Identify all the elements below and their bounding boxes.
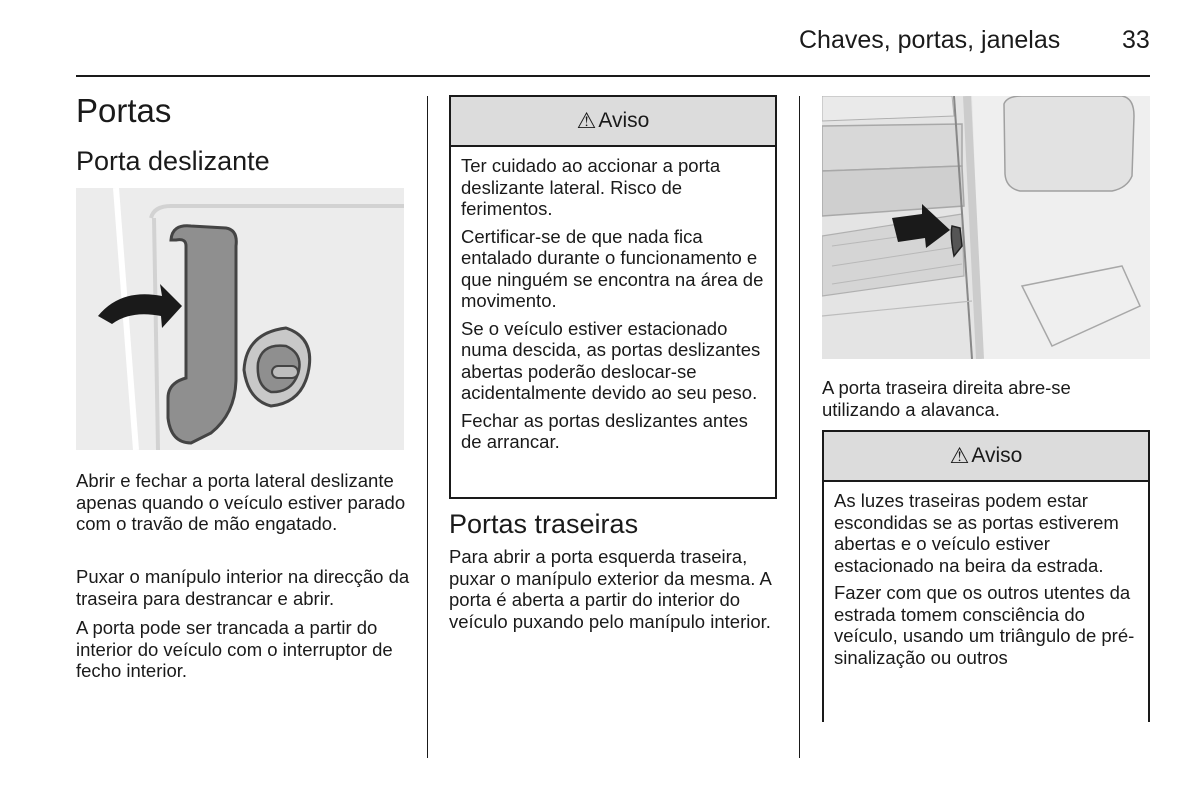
warning-title: Aviso bbox=[598, 109, 650, 132]
sliding-door-handle-illustration bbox=[76, 188, 404, 450]
rear-door-lever-illustration bbox=[822, 96, 1150, 359]
body-paragraph: A porta pode ser trancada a partir do interior do veículo com o interruptor de fecho interior. bbox=[76, 617, 393, 681]
subsection-title-rear-doors: Portas traseiras bbox=[449, 509, 639, 539]
warning-header bbox=[824, 432, 1148, 482]
body-paragraph: Para abrir a porta esquerda traseira, puxar o manípulo exterior da mesma. A porta é aberta a partir do interior do veículo puxando pelo manípulo interior. bbox=[449, 546, 771, 632]
body-paragraph: Abrir e fechar a porta lateral deslizante apenas quando o veículo estiver parado com o travão de mão engatado. bbox=[76, 470, 406, 534]
subsection-title-sliding-door: Porta deslizante bbox=[76, 146, 270, 176]
warning-box-sliding-door bbox=[449, 95, 777, 499]
warning-paragraph: Certificar-se de que nada fica entalado durante o funcionamento e que ninguém se encontra na área de movimento. bbox=[461, 225, 764, 311]
section-title: Portas bbox=[76, 92, 172, 129]
warning-title: Aviso bbox=[971, 444, 1023, 467]
warning-box-rear-lights bbox=[822, 430, 1150, 722]
warning-header bbox=[451, 97, 775, 147]
warning-triangle-icon: ⚠ bbox=[576, 108, 597, 133]
body-paragraph: Puxar o manípulo interior na direcção da traseira para destrancar e abrir. bbox=[76, 566, 410, 609]
running-header-section: Chaves, portas, janelas bbox=[799, 26, 1061, 54]
column-divider-right bbox=[799, 96, 800, 758]
warning-paragraph: Ter cuidado ao accionar a porta deslizante lateral. Risco de ferimentos. bbox=[461, 155, 721, 219]
warning-paragraph: Se o veículo estiver estacionado numa descida, as portas deslizantes abertas poderão deslocar-se acidentalmente devido ao seu peso. bbox=[461, 317, 761, 403]
figure-caption: A porta traseira direita abre-se utilizando a alavanca. bbox=[822, 377, 1071, 420]
header-rule bbox=[76, 75, 1150, 77]
warning-paragraph: Fazer com que os outros utentes da estrada tomem consciência do veículo, usando um triângulo de pré-sinalização ou outros bbox=[834, 582, 1135, 668]
page-number: 33 bbox=[1122, 26, 1150, 54]
column-divider-left bbox=[427, 96, 428, 758]
warning-triangle-icon: ⚠ bbox=[949, 443, 970, 468]
warning-paragraph: Fechar as portas deslizantes antes de arrancar. bbox=[461, 409, 748, 452]
warning-paragraph: As luzes traseiras podem estar escondidas se as portas estiverem abertas e o veículo estiver estacionado na beira da estrada. bbox=[834, 490, 1119, 576]
